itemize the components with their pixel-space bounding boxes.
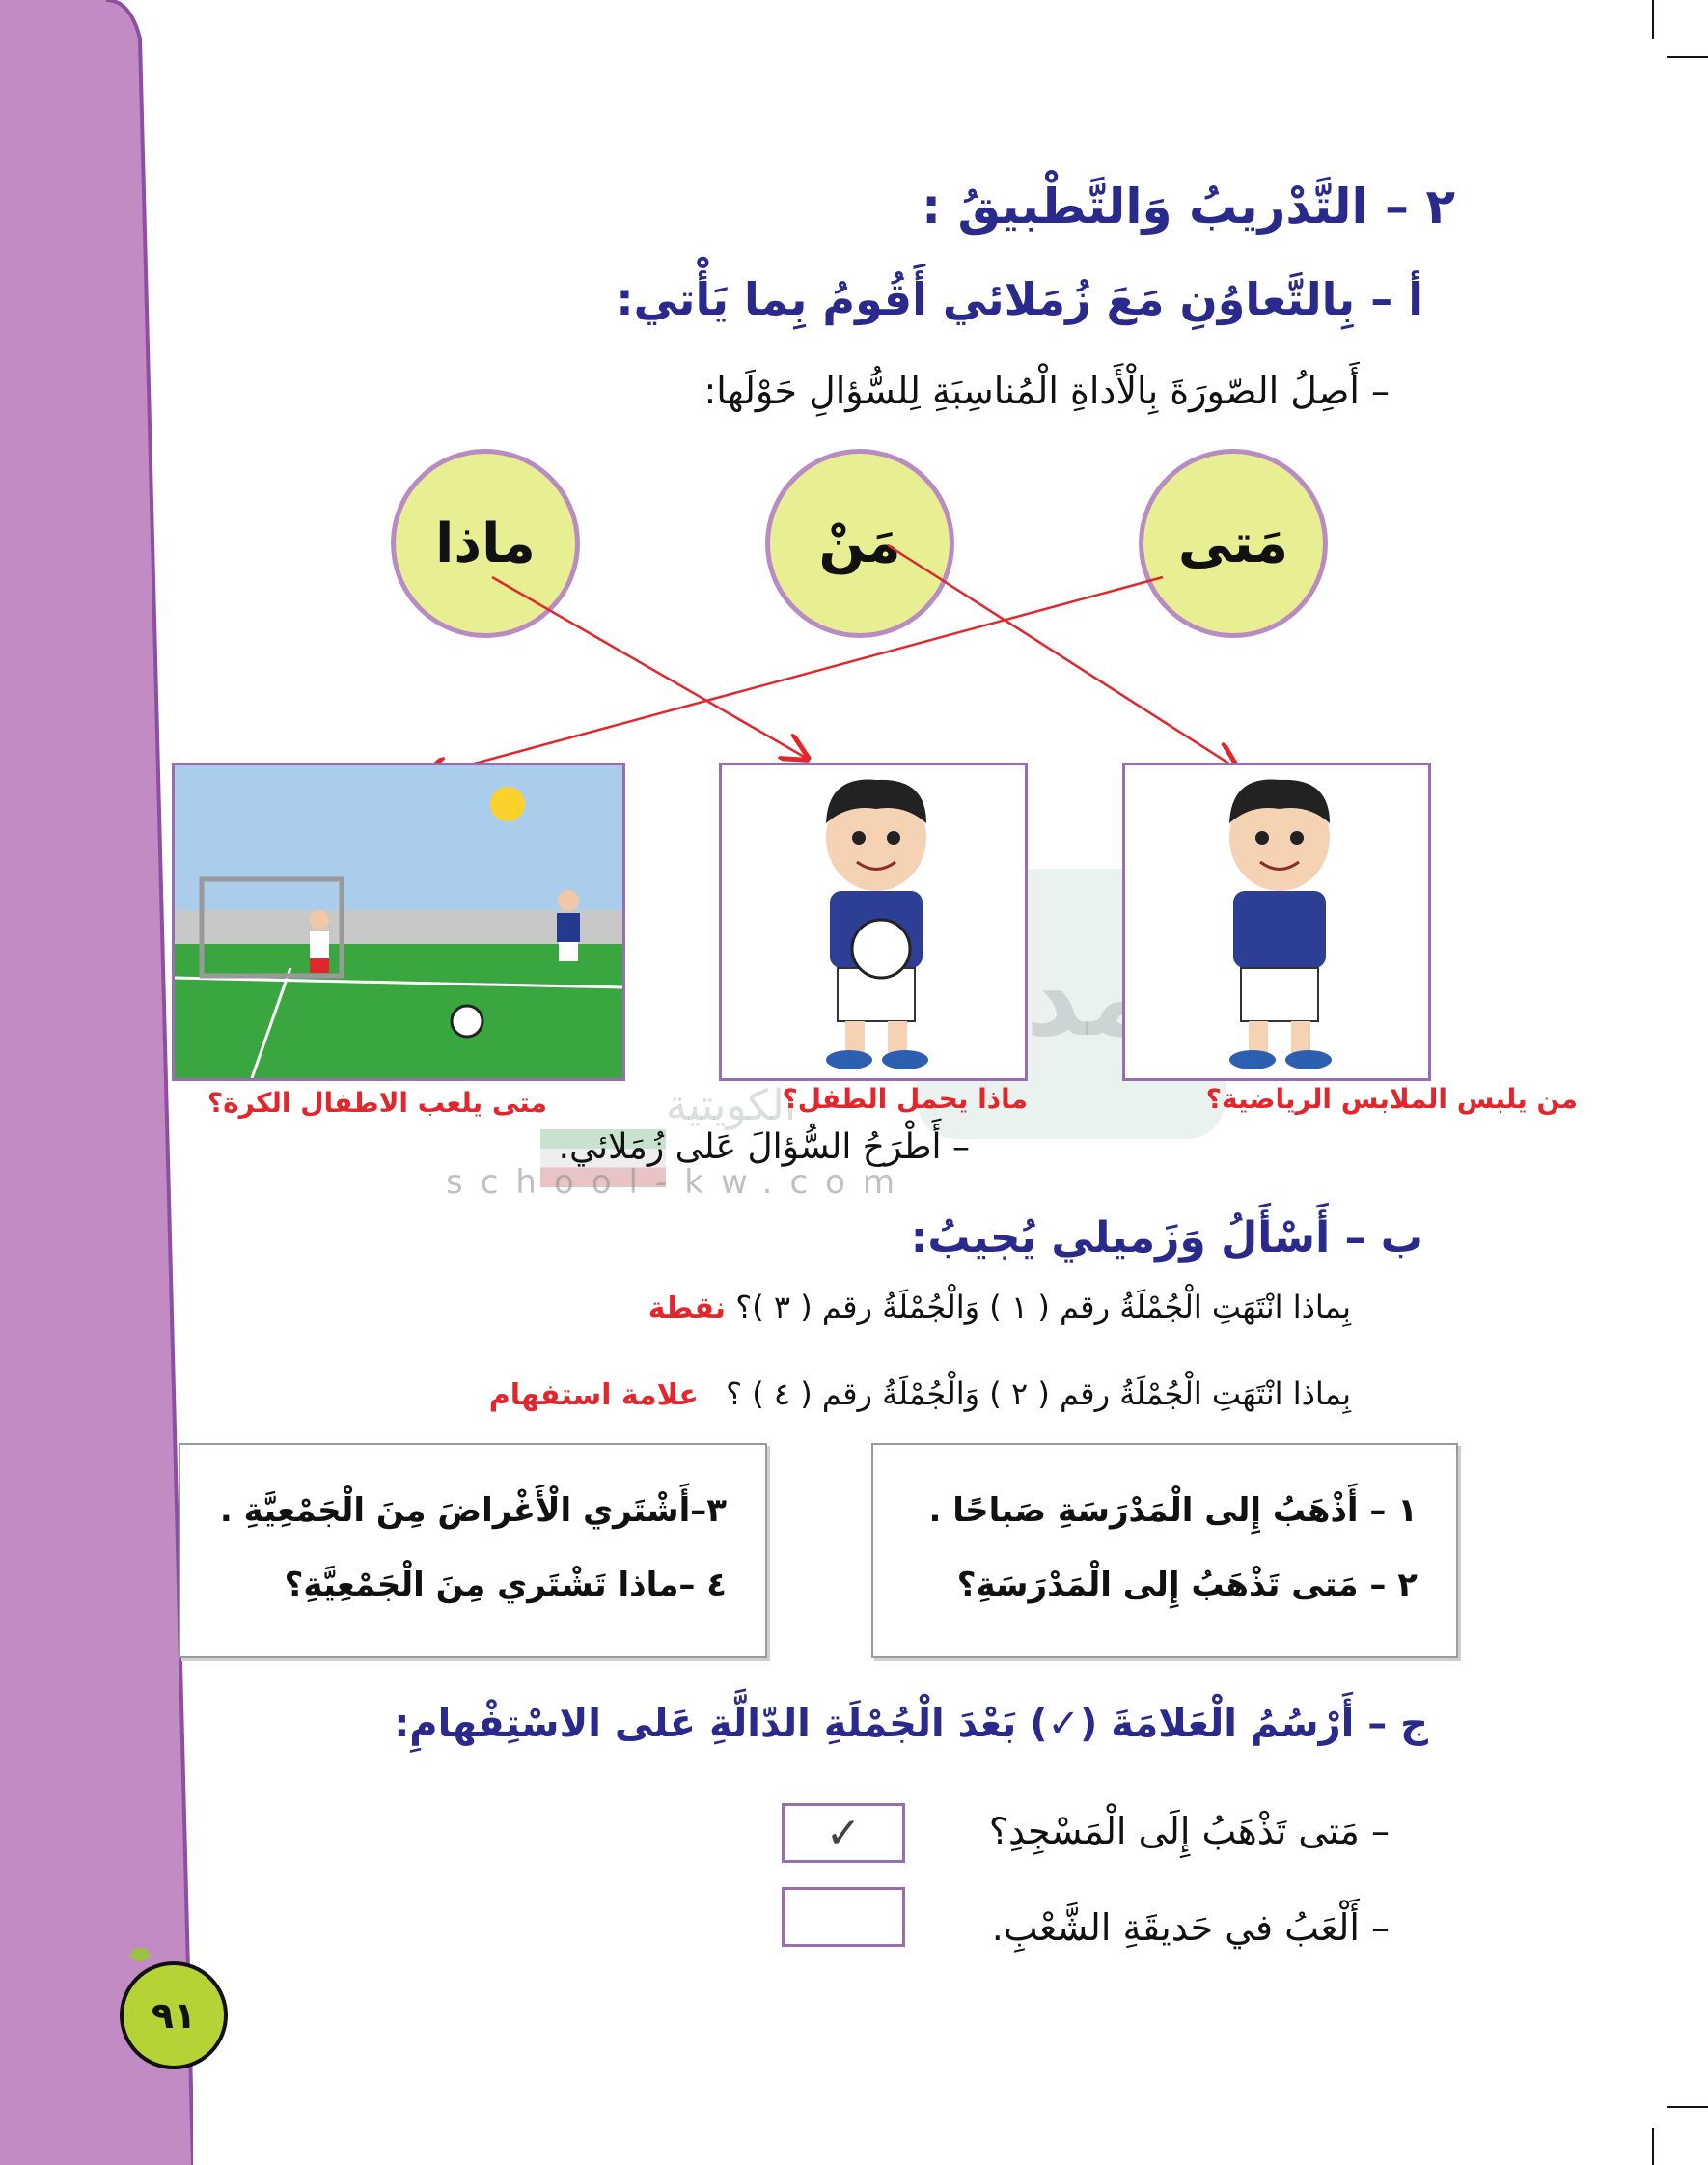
note-sentences-1-2: [871, 1443, 1458, 1658]
caption-what: ماذا يحمل الطفل؟: [782, 1083, 1028, 1115]
part-c-item-2: – أَلْعَبُ في حَديقَةِ الشَّعْبِ.: [991, 1906, 1390, 1949]
sentence-3: ٣–أَشْتَري الْأَغْراضَ مِنَ الْجَمْعِيَّةِ .: [219, 1491, 727, 1530]
crop-mark: [1667, 2106, 1708, 2108]
connector-arrows: [0, 0, 1708, 820]
picture-boy-with-ball: [719, 763, 1028, 1081]
question-2: بِماذا انْتَهَتِ الْجُمْلَةُ رقم ( ٢ ) وَالْجُمْلَةُ رقم ( ٤ ) ؟: [726, 1375, 1351, 1412]
section-title: ٢ – التَّدْريبُ وَالتَّطْبيقُ :: [922, 179, 1455, 235]
caption-who: من يلبس الملابس الرياضية؟: [1205, 1083, 1578, 1115]
checkbox-item-2[interactable]: [782, 1887, 905, 1947]
caption-when: متى يلعب الاطفال الكرة؟: [207, 1087, 547, 1119]
answer-2: علامة استفهام: [488, 1378, 699, 1412]
part-a-title: أ – بِالتَّعاوُنِ مَعَ زُمَلائي أَقُومُ بِما يَأْتي:: [616, 273, 1423, 325]
arrow-who-to-boy: [888, 545, 1235, 767]
check-mark-icon: ✓: [825, 1808, 862, 1858]
arrow-what-to-ball: [492, 577, 806, 758]
answer-1: نقطة: [647, 1291, 727, 1325]
arrow-when-to-field: [425, 577, 1163, 777]
question-1: بِماذا انْتَهَتِ الْجُمْلَةُ رقم ( ١ ) وَالْجُمْلَةُ رقم ( ٣ )؟: [735, 1289, 1351, 1325]
circle-label: مَنْ: [818, 512, 901, 575]
sentence-2: ٢ – مَتى تَذْهَبُ إِلى الْمَدْرَسَةِ؟: [956, 1566, 1418, 1604]
circle-label: مَتى: [1177, 512, 1289, 575]
watermark-sub: الكويتية: [666, 1081, 797, 1130]
question-2-line: [489, 1375, 1351, 1412]
boy-with-ball-illustration: [722, 765, 1025, 1078]
boy-sports-clothes-illustration: [1125, 765, 1428, 1078]
soccer-field-illustration: [175, 765, 622, 1078]
picture-soccer-field: [172, 763, 625, 1081]
part-c-title: ج – أَرْسُمُ الْعَلامَةَ (✓) بَعْدَ الْجُمْلَةِ الدّالَّةِ عَلى الاسْتِفْهامِ:: [394, 1702, 1428, 1746]
crop-mark: [1652, 2128, 1654, 2165]
part-c-item-1: – مَتى تَذْهَبُ إِلَى الْمَسْجِدِ؟: [988, 1810, 1390, 1852]
sun-icon: [490, 787, 525, 821]
sentence-1: ١ – أَذْهَبُ إِلى الْمَدْرَسَةِ صَباحًا .: [928, 1491, 1418, 1530]
question-1-line: [648, 1289, 1351, 1325]
checkbox-item-1[interactable]: [782, 1803, 905, 1863]
watermark-site: school-kw.com: [446, 1163, 913, 1202]
ball-icon: [452, 1006, 482, 1037]
picture-boy-sports-clothes: [1122, 763, 1431, 1081]
sentence-4: ٤ –ماذا تَشْتَري مِنَ الْجَمْعِيَّةِ؟: [284, 1566, 727, 1604]
part-b-title: ب – أَسْأَلُ وَزَميلي يُجيبُ:: [910, 1213, 1423, 1263]
part-a-instruction: – أَصِلُ الصّورَةَ بِالْأَداةِ الْمُناسِبَةِ لِلسُّؤالِ حَوْلَها:: [703, 370, 1390, 412]
page-number: ٩١: [151, 1994, 197, 2037]
part-a-instruction-2: – أَطْرَحُ السُّؤالَ عَلى زُمَلائي.: [558, 1127, 970, 1167]
note-sentences-3-4: [179, 1443, 767, 1658]
circle-label: ماذا: [435, 512, 536, 575]
